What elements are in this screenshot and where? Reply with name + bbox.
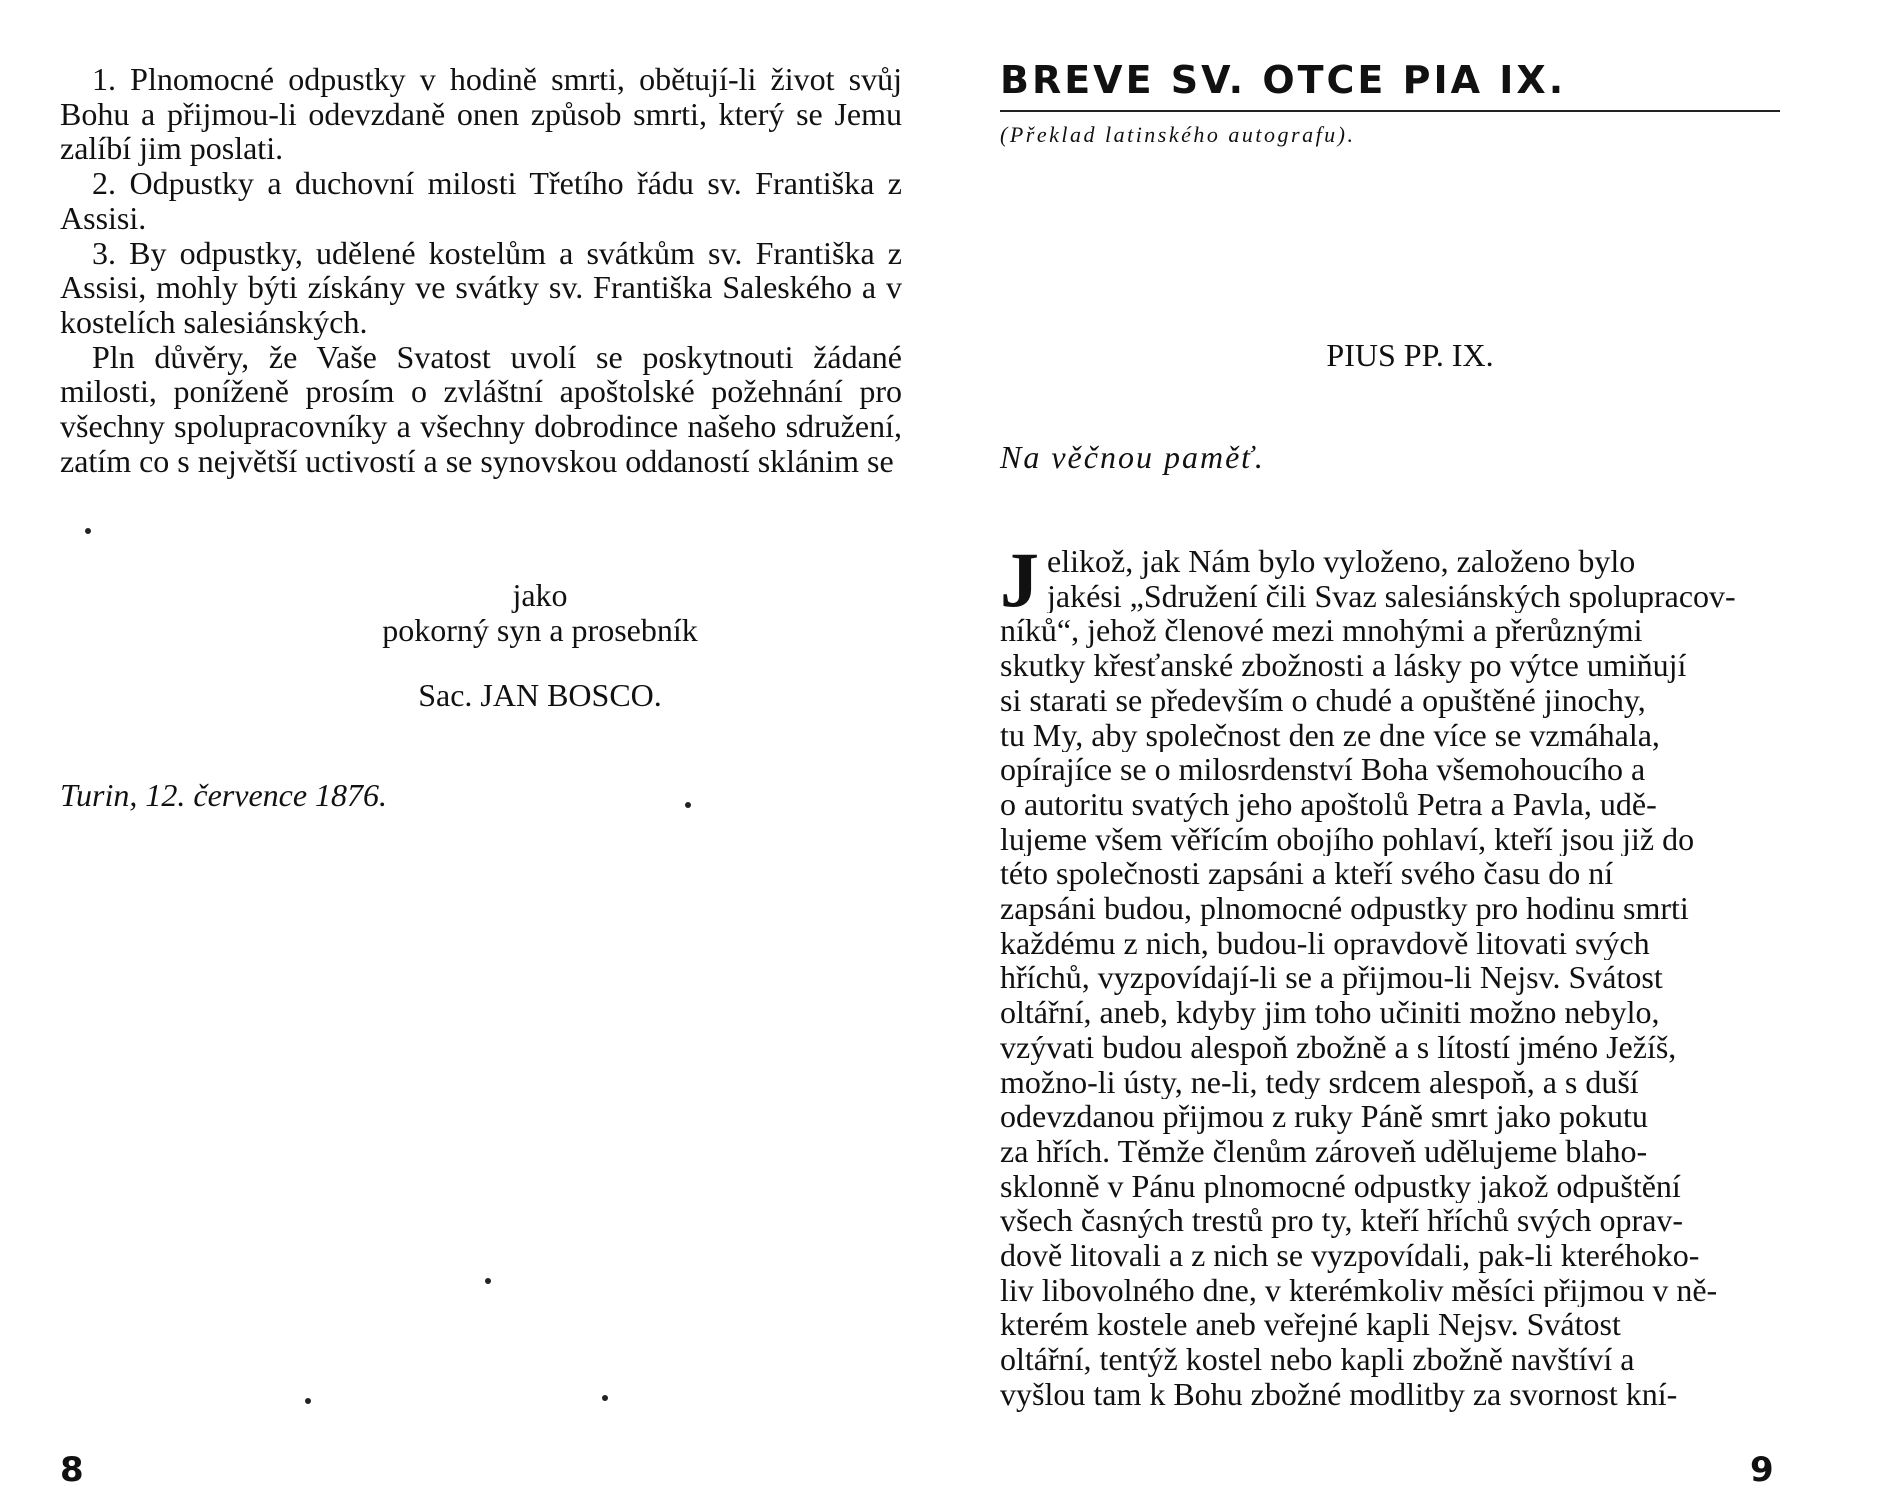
speck-1 bbox=[85, 528, 91, 534]
speck-3 bbox=[485, 1278, 491, 1284]
breve-line: elikož, jak Nám bylo vyloženo, založeno bylo bbox=[1047, 544, 1636, 579]
breve-title: BREVE SV. OTCE PIA IX. bbox=[1000, 58, 1567, 102]
breve-line: vyšlou tam k Bohu zbožné modlitby za svornost kní- bbox=[1000, 1376, 1678, 1412]
breve-line: oltářní, tentýž kostel nebo kapli zbožně navštíví a bbox=[1000, 1342, 1635, 1377]
breve-line: vzývati budou alespoň zbožně a s lítostí jméno Ježíš, bbox=[1000, 1029, 1677, 1065]
breve-line: kterém kostele aneb veřejné kapli Nejsv. Svátost bbox=[1000, 1307, 1621, 1343]
drop-cap: J bbox=[1000, 536, 1039, 623]
breve-text bbox=[1000, 536, 1778, 1412]
breve-line: všech časných trestů pro ty, kteří hříchů svých oprav- bbox=[1000, 1203, 1684, 1239]
signature: Sac. JAN BOSCO. bbox=[418, 677, 662, 713]
translation-note: (Překlad latinského autografu). bbox=[1000, 122, 1356, 147]
paragraph-indulgence-2: 2. Odpustky a duchovní milosti Třetího řádu sv. Františka z Assisi. bbox=[60, 165, 902, 236]
closing-jako: jako bbox=[512, 577, 568, 613]
place-date: Turin, 12. července 1876. bbox=[60, 777, 388, 813]
breve-line: možno-li ústy, ne-li, tedy srdcem alespoň, a s duší bbox=[1000, 1064, 1639, 1100]
breve-line: odevzdanou přijmou z ruky Páně smrt jako pokutu bbox=[1000, 1099, 1648, 1134]
breve-line: jakési „Sdružení čili Svaz salesiánských spolupracov- bbox=[1047, 578, 1736, 614]
breve-line: opírajíce se o milosrdenství Boha všemohoucího a bbox=[1000, 752, 1646, 787]
paragraph-indulgence-3: 3. By odpustky, udělené kostelům a svátkům sv. Františka z Assisi, mohly býti získány ve svátky sv. Františka Saleského a v kostelích salesiánských. bbox=[60, 234, 902, 340]
breve-line: této společnosti zapsáni a kteří svého času do ní bbox=[1000, 856, 1614, 892]
pope-name: PIUS PP. IX. bbox=[1326, 337, 1494, 373]
breve-line: skutky křesťanské zbožnosti a lásky po výtce umiňují bbox=[1000, 648, 1687, 683]
breve-line: zapsáni budou, plnomocné odpustky pro hodinu smrti bbox=[1000, 891, 1689, 926]
title-rule bbox=[1000, 110, 1780, 112]
breve-line: sklonně v Pánu plnomocné odpustky jakož odpuštění bbox=[1000, 1168, 1681, 1204]
breve-line: dově litovali a z nich se vyzpovídali, pak-li kteréhoko- bbox=[1000, 1238, 1700, 1273]
breve-line: každému z nich, budou-li opravdově litovati svých bbox=[1000, 925, 1650, 961]
memorial-line: Na věčnou paměť. bbox=[1000, 439, 1265, 475]
breve-line: níků“, jehož členové mezi mnohými a přerůznými bbox=[1000, 613, 1643, 649]
speck-5 bbox=[602, 1395, 608, 1401]
breve-line: tu My, aby společnost den ze dne více se vzmáhala, bbox=[1000, 717, 1660, 753]
left-body bbox=[60, 62, 902, 478]
breve-line: si starati se především o chudé a opuštěné jinochy, bbox=[1000, 682, 1646, 718]
page-number-left: 8 bbox=[60, 1450, 84, 1490]
breve-line: lujeme všem věřícím obojího pohlaví, kteří jsou již do bbox=[1000, 821, 1695, 857]
paragraph-petition: Pln důvěry, že Vaše Svatost uvolí se poskytnouti žádané milosti, poníženě prosím o zvláštní apoštolské požehnání pro všechny spolupracovníky a všechny dobrodince našeho sdružení, zatím co s největší uctivostí a se synovskou oddaností sklánim se bbox=[60, 338, 902, 479]
breve-line: o autoritu svatých jeho apoštolů Petra a Pavla, udě- bbox=[1000, 786, 1657, 822]
right-page bbox=[940, 0, 1880, 1500]
page-number-right: 9 bbox=[1750, 1450, 1774, 1490]
speck-4 bbox=[305, 1398, 311, 1404]
paragraph-indulgence-1: 1. Plnomocné odpustky v hodině smrti, obětují-li život svůj Bohu a přijmou-li odevzdaně onen způsob smrti, který se Jemu zalíbí jim poslati. bbox=[60, 61, 902, 167]
speck-2 bbox=[685, 802, 691, 808]
breve-line: za hřích. Těmže členům zároveň udělujeme blaho- bbox=[1000, 1133, 1648, 1169]
breve-line: hříchů, vyzpovídají-li se a přijmou-li Nejsv. Svátost bbox=[1000, 960, 1663, 996]
breve-line: oltářní, aneb, kdyby jim toho učiniti možno nebylo, bbox=[1000, 995, 1660, 1030]
closing-humble-son: pokorný syn a prosebník bbox=[382, 612, 698, 648]
breve-line: liv libovolného dne, v kterémkoliv měsíci přijmou v ně- bbox=[1000, 1272, 1718, 1308]
